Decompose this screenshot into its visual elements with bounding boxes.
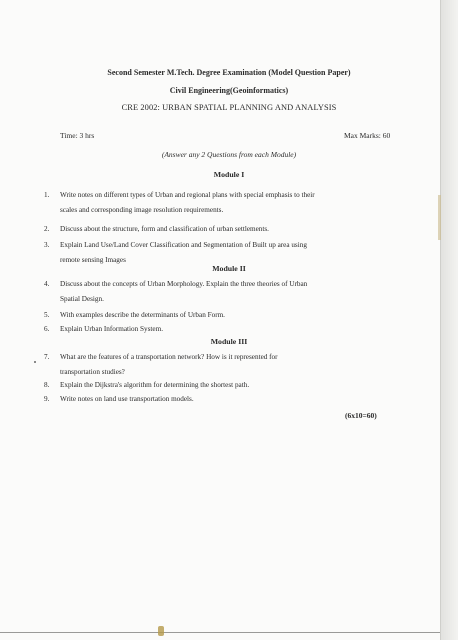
question-text-line: Explain Urban Information System.: [60, 325, 164, 333]
question-number: 7.: [44, 353, 50, 361]
page-edge-shadow: [440, 0, 458, 640]
course-title: CRE 2002: URBAN SPATIAL PLANNING AND ANALYSIS: [121, 103, 337, 112]
question-number: 5.: [44, 311, 50, 319]
marks-total: (6x10=60): [345, 411, 377, 420]
question-number: 8.: [44, 381, 50, 389]
question-text-line: Discuss about the concepts of Urban Morphology. Explain the three theories of Urban: [60, 280, 308, 288]
module-heading: Module I: [213, 170, 245, 179]
question-text-line: What are the features of a transportation network? How is it represented for: [60, 353, 278, 361]
scan-speck: [34, 361, 36, 363]
max-marks: Max Marks: 60: [344, 131, 391, 140]
bottom-stain: [158, 626, 164, 636]
question-number: 3.: [44, 241, 50, 249]
exam-title: Second Semester M.Tech. Degree Examination (Model Question Paper): [107, 68, 351, 77]
time-allowed: Time: 3 hrs: [60, 131, 95, 140]
question-number: 6.: [44, 325, 50, 333]
question-text-line: Explain Land Use/Land Cover Classification and Segmentation of Built up area using: [60, 241, 307, 249]
question-text-line: remote sensing Images: [60, 256, 126, 264]
question-text-line: scales and corresponding image resolution requirements.: [60, 206, 224, 214]
question-text-line: transportation studies?: [60, 368, 125, 376]
module-heading: Module III: [210, 337, 248, 346]
department-title: Civil Engineering(Geoinformatics): [169, 86, 289, 95]
question-text-line: Spatial Design.: [60, 295, 104, 303]
question-text-line: Write notes on land use transportation models.: [60, 395, 194, 403]
module-heading: Module II: [212, 264, 246, 273]
question-text-line: Explain the Dijkstra's algorithm for determining the shortest path.: [60, 381, 250, 389]
question-number: 9.: [44, 395, 50, 403]
bottom-rule: [0, 632, 440, 633]
question-text-line: Write notes on different types of Urban and regional plans with special emphasis to their: [60, 191, 315, 199]
question-number: 2.: [44, 225, 50, 233]
question-text-line: Discuss about the structure, form and classification of urban settlements.: [60, 225, 269, 233]
question-number: 4.: [44, 280, 50, 288]
instructions: (Answer any 2 Questions from each Module): [161, 150, 297, 159]
question-text-line: With examples describe the determinants of Urban Form.: [60, 311, 225, 319]
question-number: 1.: [44, 191, 50, 199]
edge-stain: [438, 195, 441, 240]
